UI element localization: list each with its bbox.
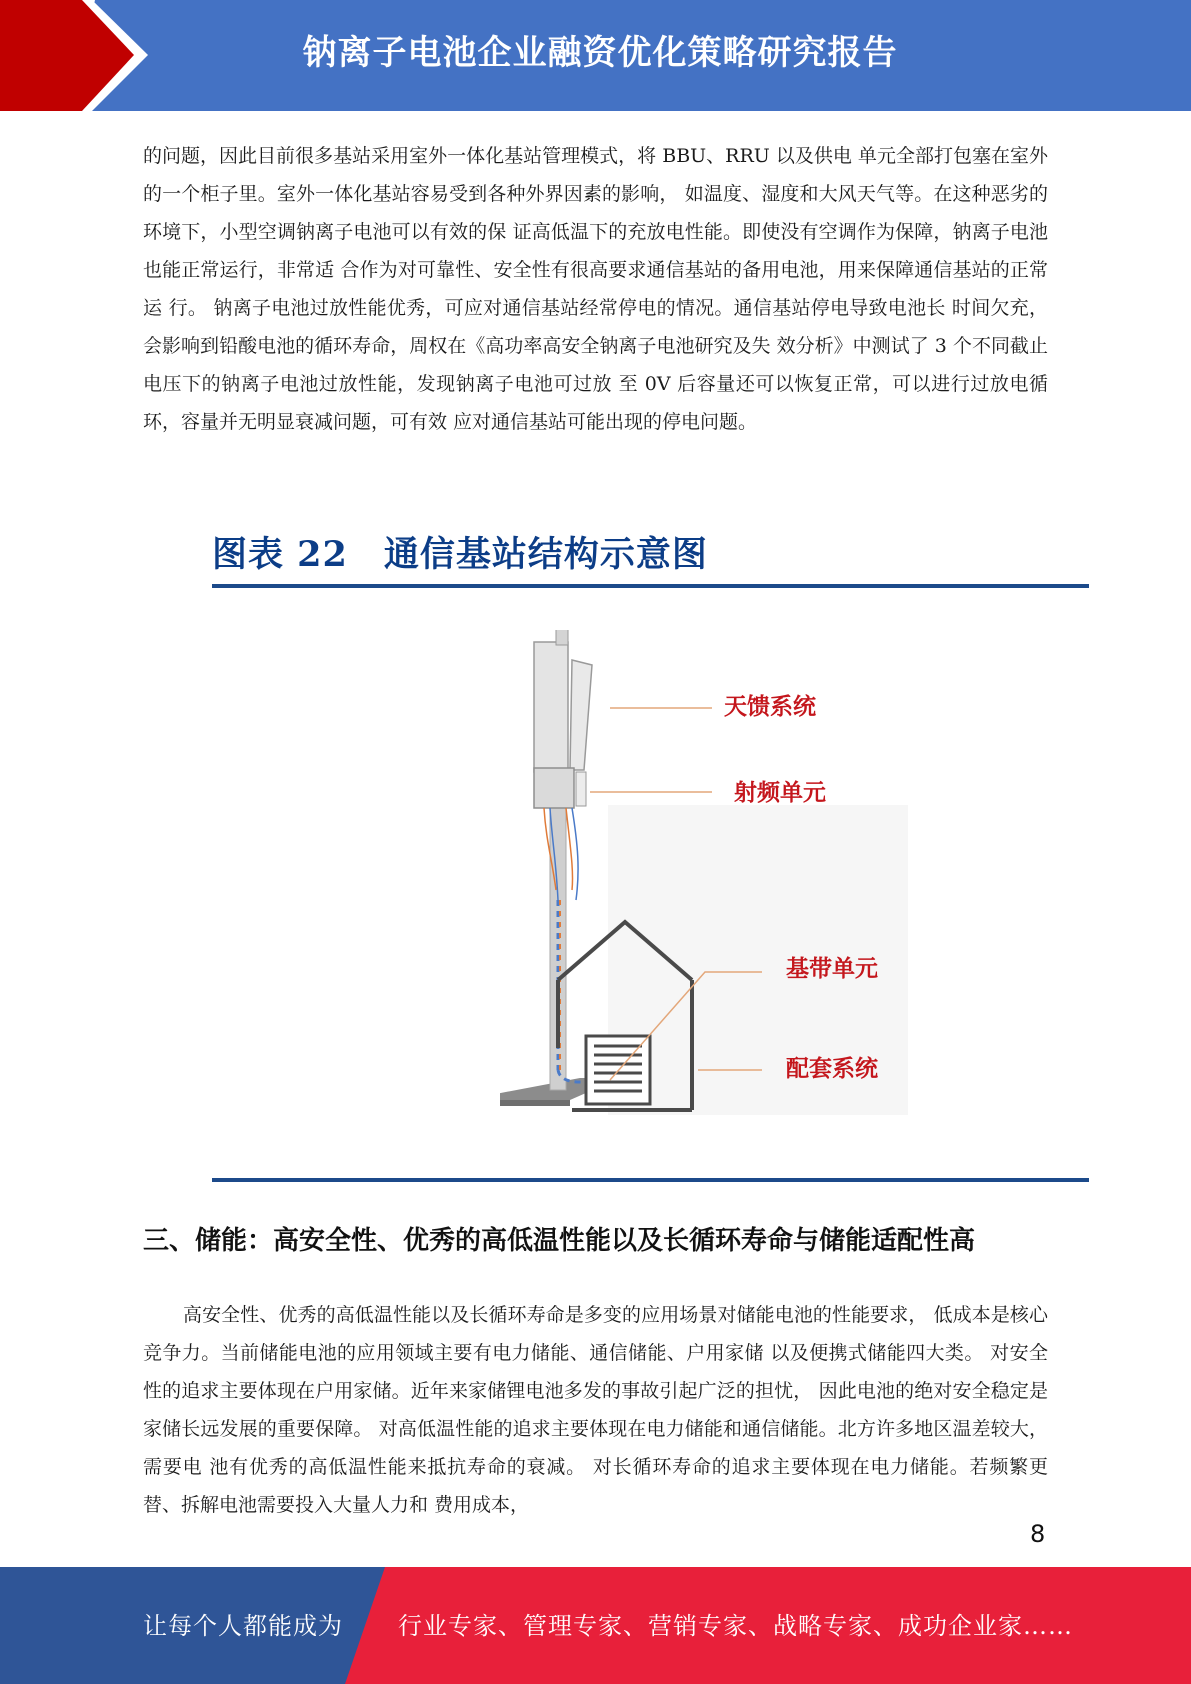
callout-antenna-system: 天馈系统 [724, 694, 816, 720]
figure-caption [212, 530, 708, 580]
footer-slogan-right: 行业专家、管理专家、营销专家、战略专家、成功企业家…… [398, 1612, 1073, 1640]
body-paragraph-1: 的问题，因此目前很多基站采用室外一体化基站管理模式，将 BBU、RRU 以及供电 单元全部打包塞在室外的一个柜子里。室外一体化基站容易受到各种外界因素的影响， 如温度、湿度和大风天气等。在这种恶劣的环境下，小型空调钠离子电池可以有效的保 证高低温下的充放电性能。即使没有空调作为保障，钠离子电池也能正常运行，非常适 合作为对可靠性、安全性有很高要求通信基站的备用电池，用来保障通信基站的正常运 行。 钠离子电池过放性能优秀，可应对通信基站经常停电的情况。通信基站停电导致电池长 时间欠充，会影响到铅酸电池的循环寿命，周权在《高功率高安全钠离子电池研究及失 效分析》中测试了 3 个不同截止电压下的钠离子电池过放性能，发现钠离子电池可过放 至 0V 后容量还可以恢复正常，可以进行过放电循环，容量并无明显衰减问题，可有效 应对通信基站可能出现的停电问题。 [143, 145, 1048, 433]
body-paragraph-2: 高安全性、优秀的高低温性能以及长循环寿命是多变的应用场景对储能电池的性能要求， 低成本是核心竞争力。当前储能电池的应用领域主要有电力储能、通信储能、户用家储 以及便携式储能四大类。 对安全性的追求主要体现在户用家储。近年来家储锂电池多发的事故引起广泛的担忧， 因此电池的绝对安全稳定是家储长远发展的重要保障。 对高低温性能的追求主要体现在电力储能和通信储能。北方许多地区温差较大，需要电 池有优秀的高低温性能来抵抗寿命的衰减。 对长循环寿命的追求主要体现在电力储能。若频繁更替、拆解电池需要投入大量人力和 费用成本， [143, 1304, 1048, 1516]
antenna-side-panel [570, 660, 592, 770]
callout-supporting-system: 配套系统 [786, 1056, 878, 1082]
footer-slogan-left: 让每个人都能成为 [143, 1612, 343, 1640]
report-title: 钠离子电池企业融资优化策略研究报告 [302, 33, 898, 73]
base-station-diagram [500, 630, 920, 1130]
rf-unit-box [534, 768, 574, 808]
figure-top-rule [212, 584, 1089, 588]
callout-baseband-unit: 基带单元 [786, 956, 878, 982]
section-heading: 三、储能：高安全性、优秀的高低温性能以及长循环寿命与储能适配性高 [143, 1226, 976, 1256]
page-header [0, 0, 1191, 111]
page-footer [0, 1567, 1191, 1684]
page-number: 8 [1030, 1520, 1046, 1548]
antenna-panel [534, 642, 568, 772]
figure-bottom-rule [212, 1178, 1089, 1182]
figure-label: 图表 22 [212, 534, 348, 575]
callout-rf-unit: 射频单元 [734, 780, 826, 806]
figure-title: 通信基站结构示意图 [383, 534, 708, 575]
